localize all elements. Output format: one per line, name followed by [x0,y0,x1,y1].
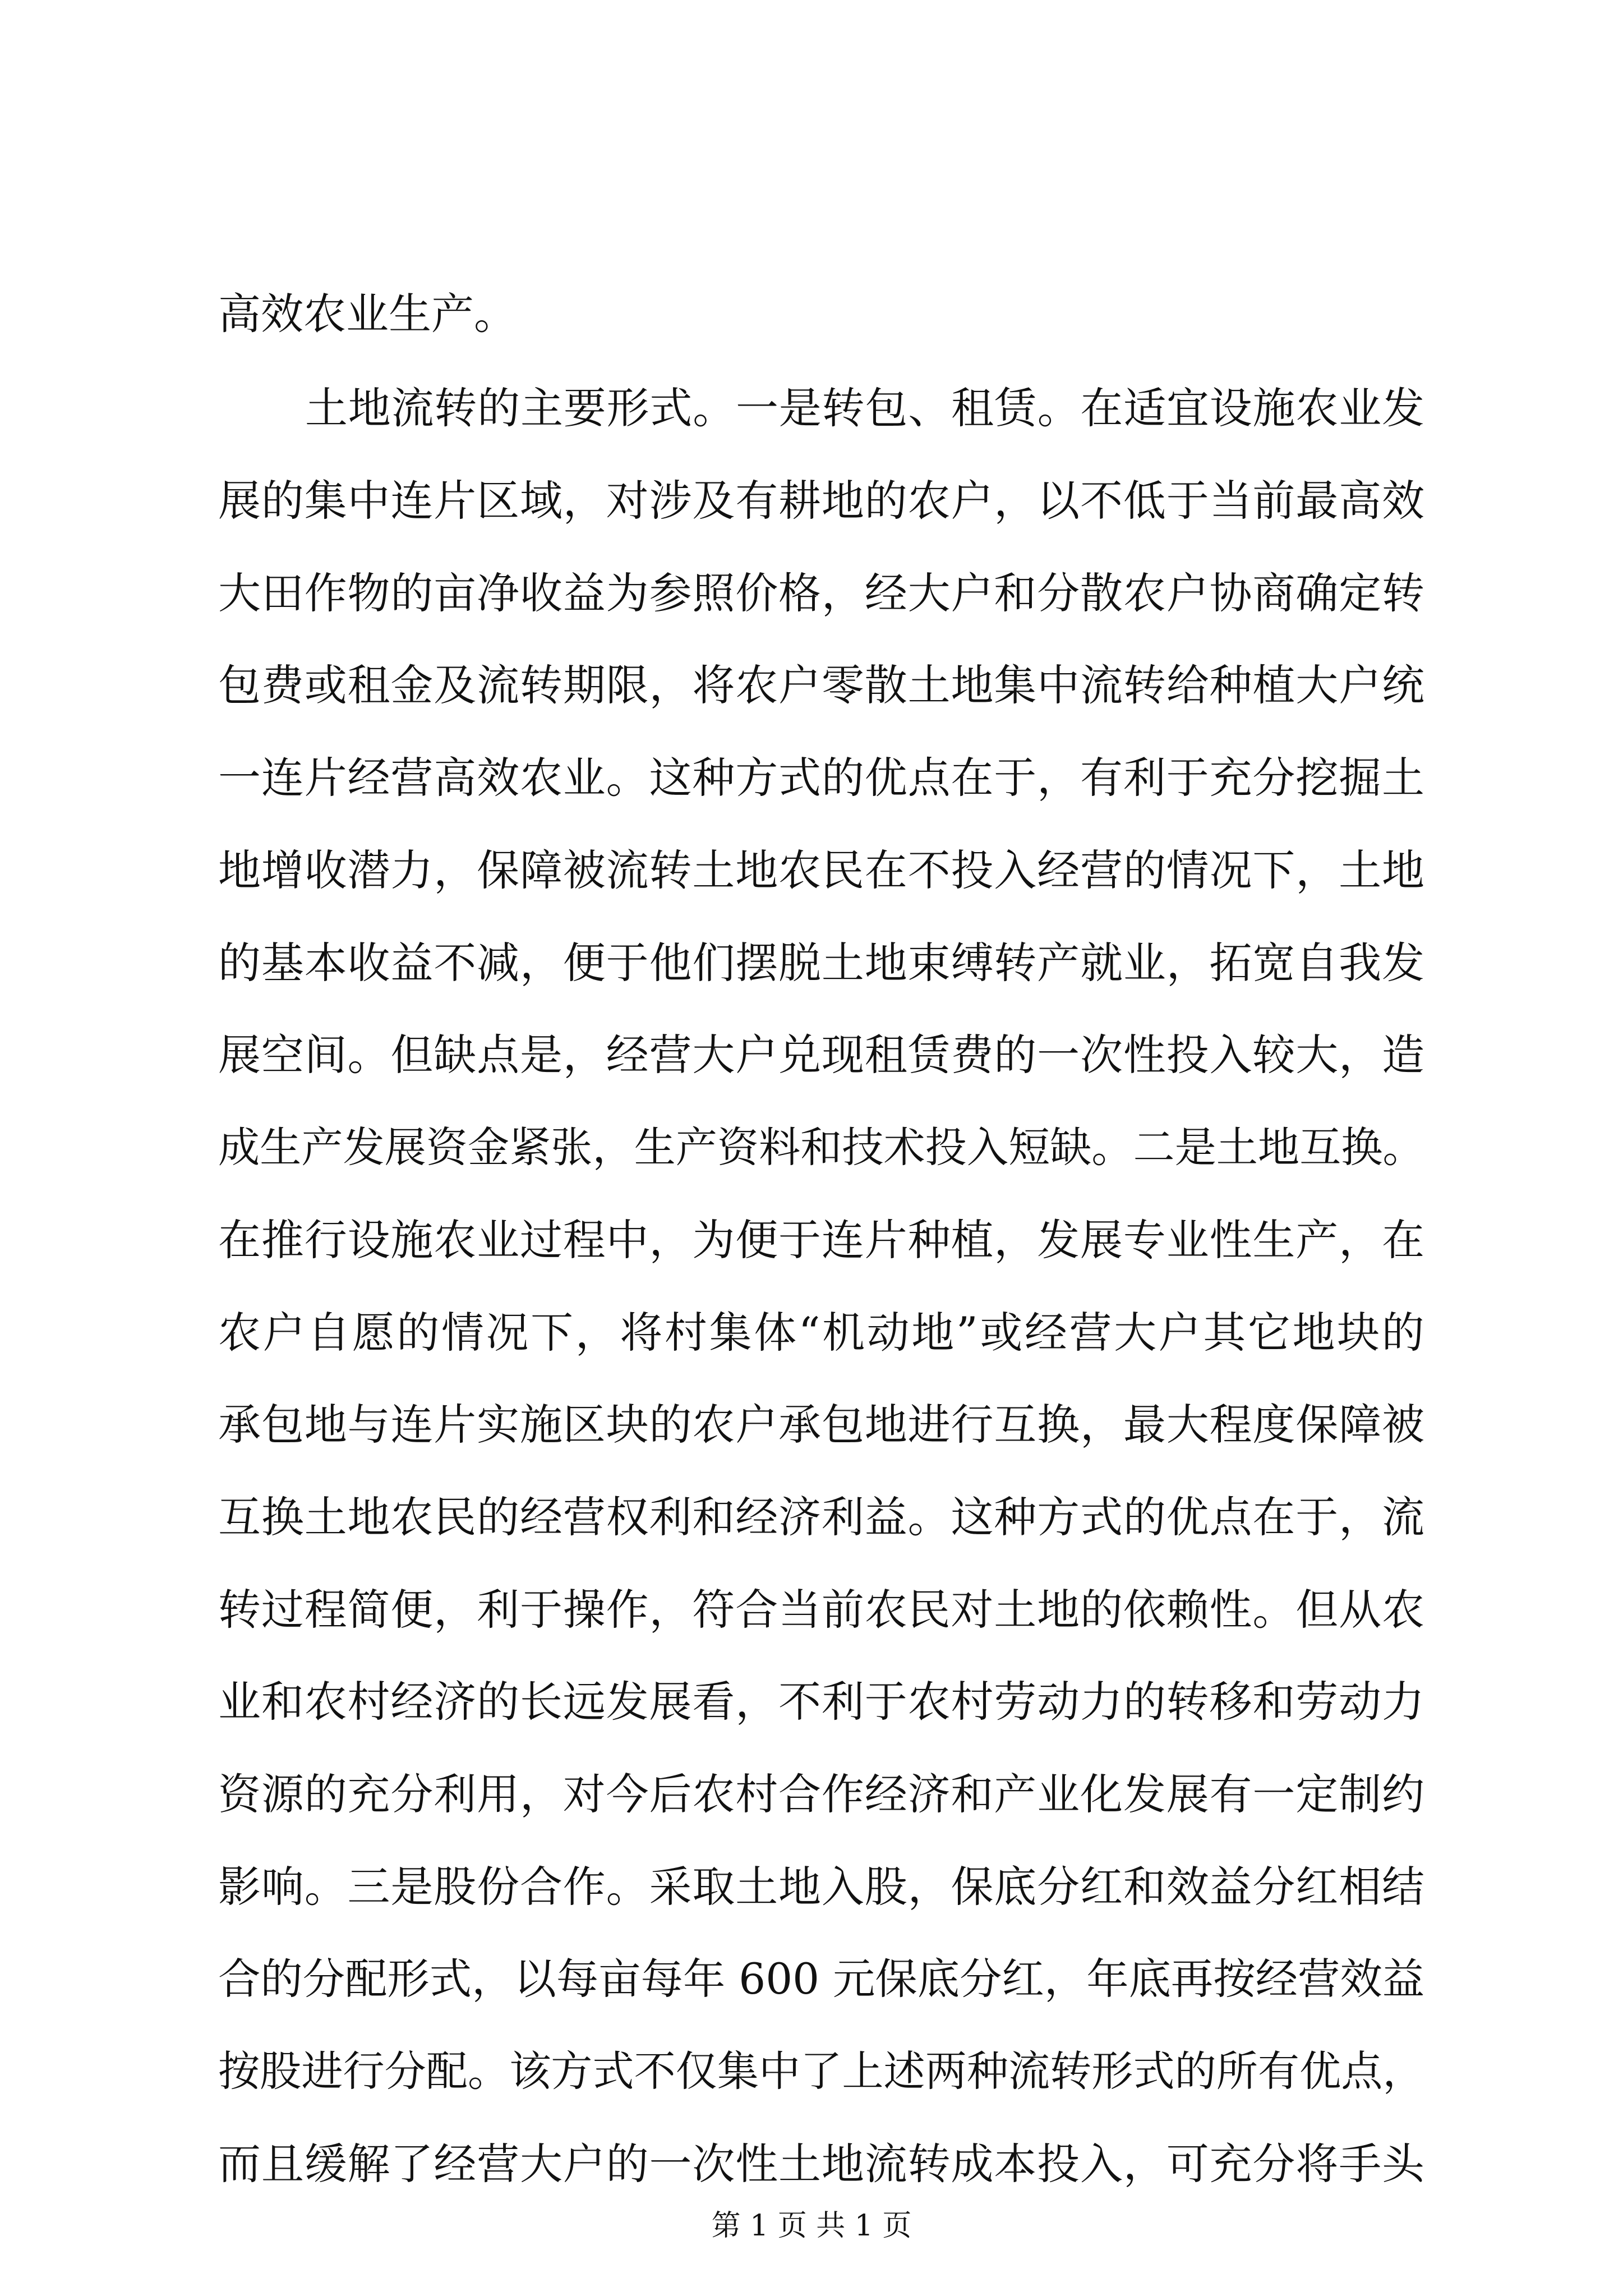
body-line: 一连片经营高效农业。这种方式的优点在于，有利于充分挖掘土 [218,753,1425,803]
body-line: 包费或租金及流转期限，将农户零散土地集中流转给种植大户统 [218,660,1425,710]
body-line: 合的分配形式，以每亩每年 600 元保底分红，年底再按经营效益 [218,1954,1425,2004]
body-line: 在推行设施农业过程中，为便于连片种植，发展专业性生产，在 [218,1215,1425,1265]
page-footer: 第 1 页 共 1 页 [711,2209,912,2243]
body-line: 互换土地农民的经营权利和经济利益。这种方式的优点在于，流 [218,1492,1425,1542]
body-line: 按股进行分配。该方式不仅集中了上述两种流转形式的所有优点， [218,2047,1424,2096]
body-line: 大田作物的亩净收益为参照价格，经大户和分散农户协商确定转 [218,568,1425,618]
body-line: 承包地与连片实施区块的农户承包地进行互换，最大程度保障被 [218,1400,1425,1450]
body-line: 展空间。但缺点是，经营大户兑现租赁费的一次性投入较大，造 [218,1030,1425,1080]
body-line: 成生产发展资金紧张，生产资料和技术投入短缺。二是土地互换。 [218,1124,1424,1172]
body-line: 地增收潜力，保障被流转土地农民在不投入经营的情况下，土地 [218,845,1425,895]
body-line: 业和农村经济的长远发展看，不利于农村劳动力的转移和劳动力 [218,1677,1425,1727]
body-line: 高效农业生产。 [218,289,517,339]
body-line: 农户自愿的情况下，将村集体“机动地”或经营大户其它地块的 [218,1308,1427,1358]
paragraph-first-line: 土地流转的主要形式。一是转包、租赁。在适宜设施农业发 [305,383,1425,433]
body-line: 展的集中连片区域，对涉及有耕地的农户，以不低于当前最高效 [218,476,1425,526]
body-line: 资源的充分利用，对今后农村合作经济和产业化发展有一定制约 [218,1769,1425,1819]
body-line: 影响。三是股份合作。采取土地入股，保底分红和效益分红相结 [218,1862,1425,1912]
body-line: 转过程简便，利于操作，符合当前农民对土地的依赖性。但从农 [218,1585,1425,1635]
body-line: 的基本收益不减，便于他们摆脱土地束缚转产就业，拓宽自我发 [218,938,1425,988]
body-line: 而且缓解了经营大户的一次性土地流转成本投入，可充分将手头 [218,2139,1425,2189]
